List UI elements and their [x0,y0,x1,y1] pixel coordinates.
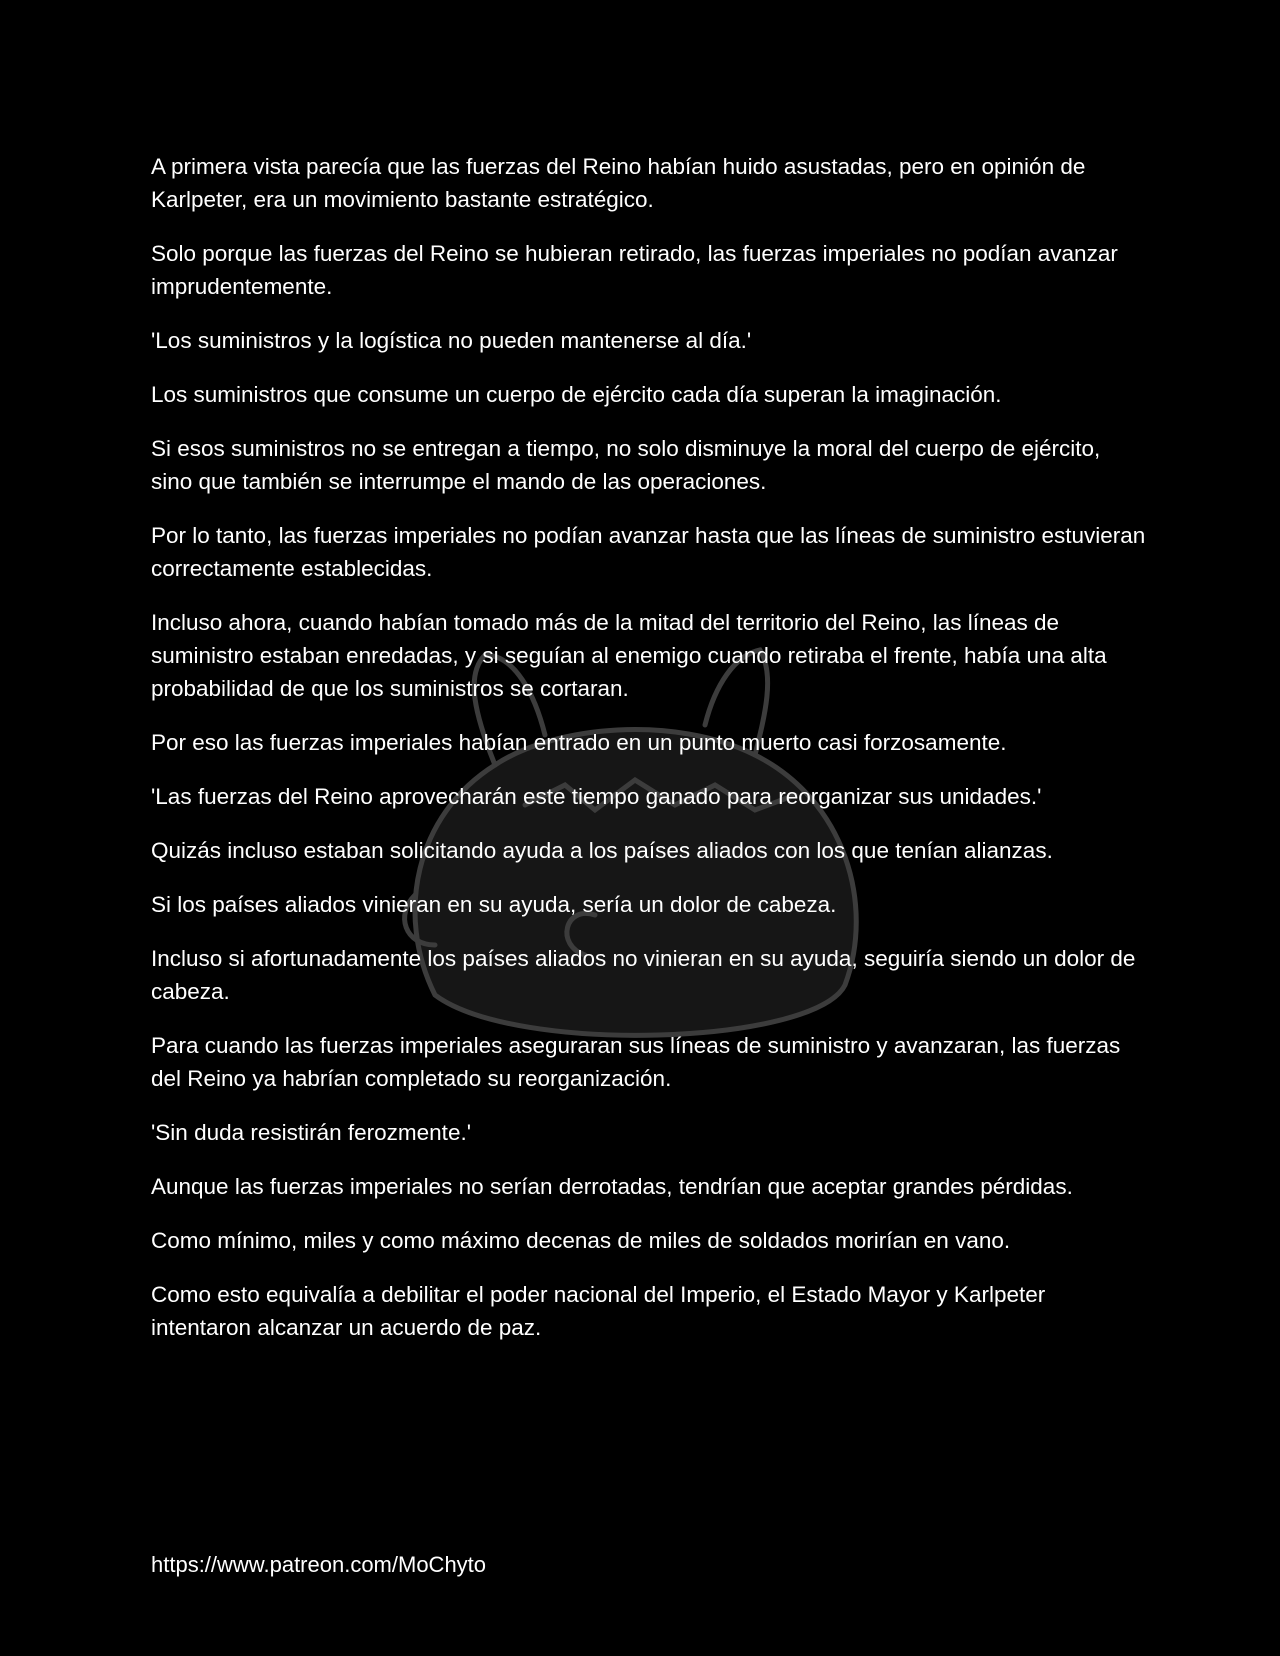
paragraph: Para cuando las fuerzas imperiales aseguraran sus líneas de suministro y avanzaran, las fuerzas del Reino ya habrían completado su reorganización. [151,1033,1121,1091]
paragraph: 'Sin duda resistirán ferozmente.' [151,1120,471,1145]
patreon-link[interactable]: https://www.patreon.com/MoChyto [151,1552,487,1577]
paragraph: 'Las fuerzas del Reino aprovecharán este tiempo ganado para reorganizar sus unidades.' [151,784,1042,809]
paragraph: Como esto equivalía a debilitar el poder nacional del Imperio, el Estado Mayor y Karlpeter intentaron alcanzar un acuerdo de paz. [151,1282,1046,1340]
paragraph: 'Los suministros y la logística no pueden mantenerse al día.' [151,328,752,353]
paragraph: Los suministros que consume un cuerpo de ejército cada día superan la imaginación. [151,382,1002,407]
paragraph: Por eso las fuerzas imperiales habían entrado en un punto muerto casi forzosamente. [151,730,1007,755]
paragraph: Por lo tanto, las fuerzas imperiales no podían avanzar hasta que las líneas de suministro estuvieran correctamente establecidas. [151,523,1146,581]
paragraph: Quizás incluso estaban solicitando ayuda a los países aliados con los que tenían alianzas. [151,838,1053,863]
paragraph: Incluso ahora, cuando habían tomado más de la mitad del territorio del Reino, las líneas de suministro estaban enredadas, y si seguían al enemigo cuando retiraba el frente, había una alta probabilidad de que los suministros se cortaran. [151,610,1107,701]
paragraph: Incluso si afortunadamente los países aliados no vinieran en su ayuda, seguiría siendo un dolor de cabeza. [151,946,1136,1004]
paragraph: Si esos suministros no se entregan a tiempo, no solo disminuye la moral del cuerpo de ejército, sino que también se interrumpe el mando de las operaciones. [151,436,1101,494]
paragraph: Como mínimo, miles y como máximo decenas de miles de soldados morirían en vano. [151,1228,1011,1253]
paragraph: Solo porque las fuerzas del Reino se hubieran retirado, las fuerzas imperiales no podían avanzar imprudentemente. [151,241,1118,299]
paragraph: Aunque las fuerzas imperiales no serían derrotadas, tendrían que aceptar grandes pérdidas. [151,1174,1073,1199]
paragraph: A primera vista parecía que las fuerzas del Reino habían huido asustadas, pero en opinión de Karlpeter, era un movimiento bastante estratégico. [151,154,1086,212]
paragraph: Si los países aliados vinieran en su ayuda, sería un dolor de cabeza. [151,892,837,917]
chapter-text [151,150,1146,1365]
